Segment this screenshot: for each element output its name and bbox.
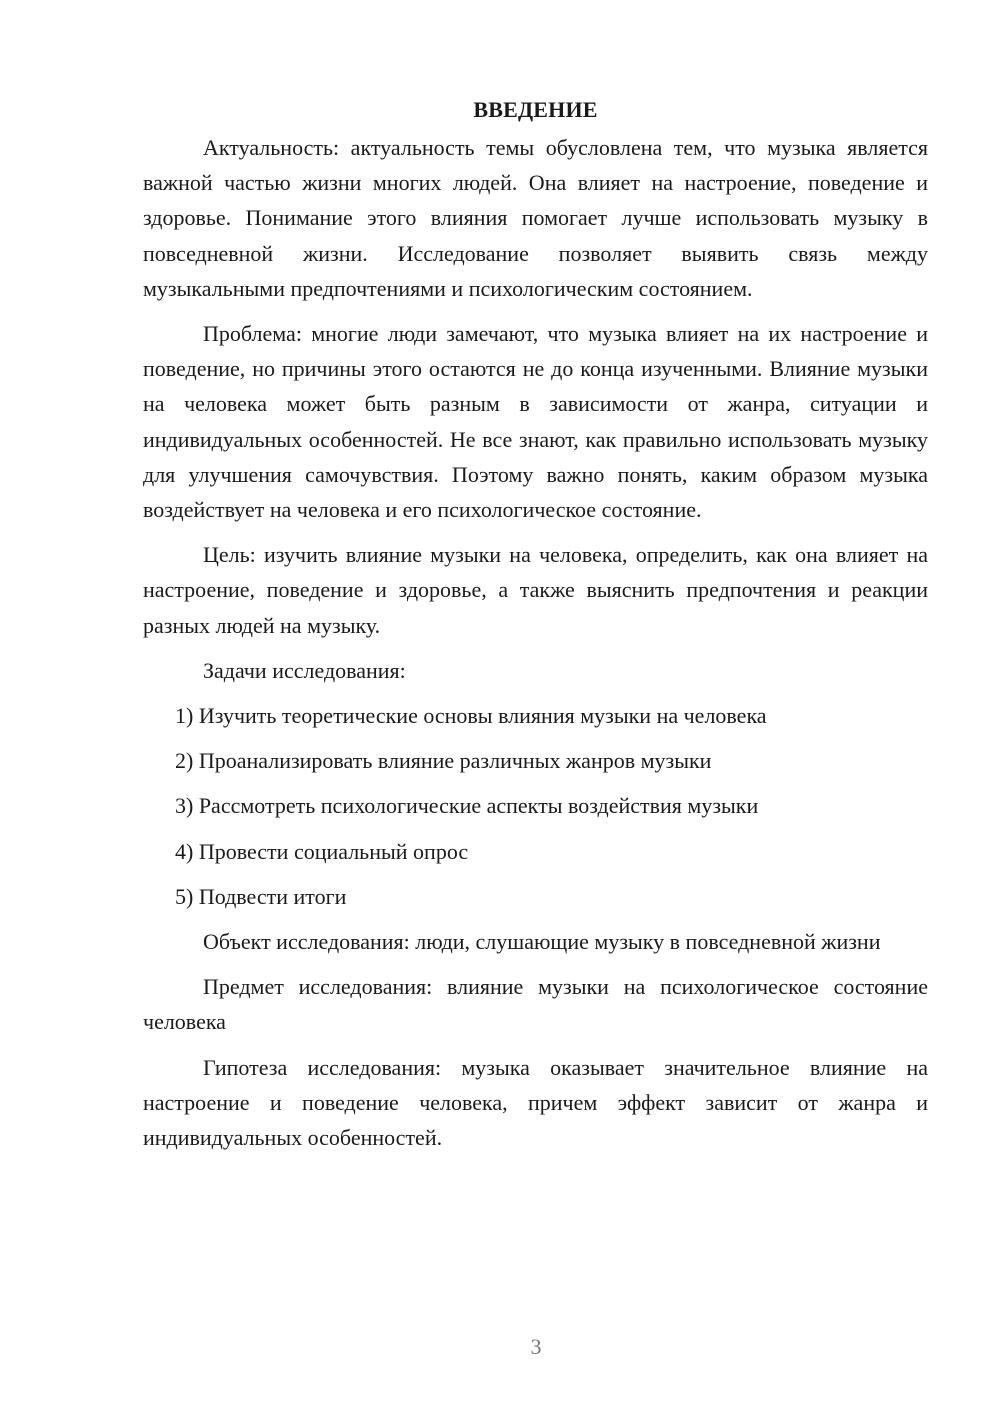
page-title: ВВЕДЕНИЕ <box>473 97 598 122</box>
task-item: 5) Подвести итоги <box>175 883 347 909</box>
paragraph-relevance: Актуальность: актуальность темы обусловлена тем, что музыка является важной частью жизни многих людей. Она влияет на настроение, поведение и здоровье. Понимание этого влияния помогает лучше использовать музыку в повседневной жизни. Исследование позволяет выявить связь между музыкальными предпочтениями и психологическим состоянием. <box>143 135 928 301</box>
task-list <box>143 698 928 914</box>
task-item: 1) Изучить теоретические основы влияния музыки на человека <box>175 703 767 729</box>
tasks-heading: Задачи исследования: <box>203 657 406 683</box>
task-item: 3) Рассмотреть психологические аспекты воздействия музыки <box>175 793 759 819</box>
paragraph-subject: Предмет исследования: влияние музыки на психологическое состояние человека <box>143 974 928 1035</box>
page-number: 3 <box>530 1334 542 1359</box>
paragraph-goal: Цель: изучить влияние музыки на человека, определить, как она влияет на настроение, поведение и здоровье, а также выяснить предпочтения и реакции разных людей на музыку. <box>143 542 928 638</box>
task-item: 4) Провести социальный опрос <box>175 838 469 864</box>
paragraph-object: Объект исследования: люди, слушающие музыку в повседневной жизни <box>203 929 881 955</box>
paragraph-hypothesis: Гипотеза исследования: музыка оказывает значительное влияние на настроение и поведение человека, причем эффект зависит от жанра и индивидуальных особенностей. <box>143 1054 928 1151</box>
task-item: 2) Проанализировать влияние различных жанров музыки <box>175 748 712 774</box>
paragraph-problem: Проблема: многие люди замечают, что музыка влияет на их настроение и поведение, но причины этого остаются не до конца изученными. Влияние музыки на человека может быть разным в зависимости от жанра, ситуации и индивидуальных особенностей. Не все знают, как правильно использовать музыку для улучшения самочувствия. Поэтому важно понять, каким образом музыка воздействует на человека и его психологическое состояние. <box>143 321 928 523</box>
document-page <box>143 92 928 1155</box>
